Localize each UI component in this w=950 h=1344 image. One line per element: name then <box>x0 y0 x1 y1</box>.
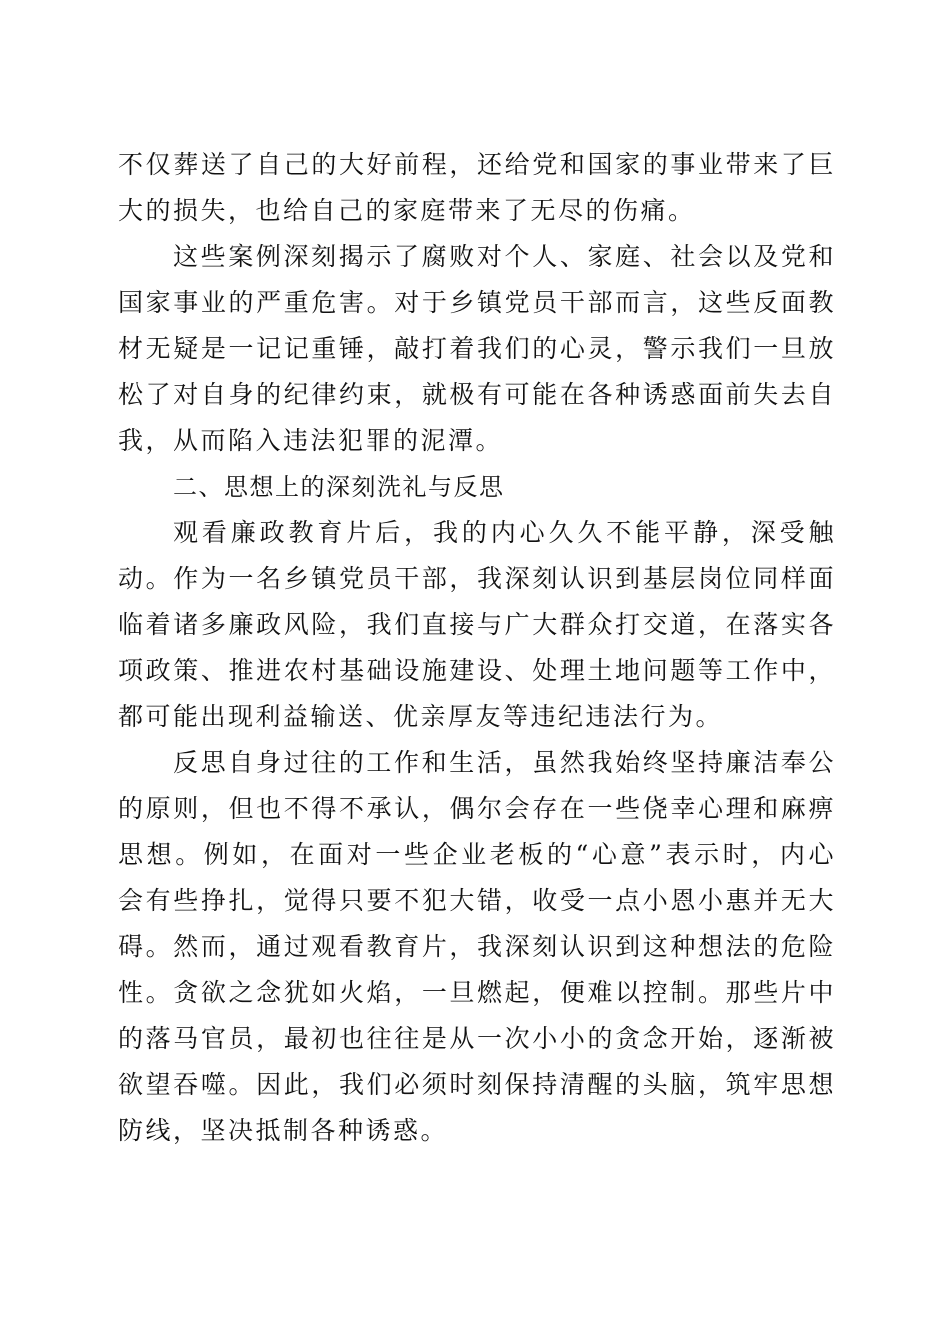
paragraph-self-reflection: 反思自身过往的工作和生活，虽然我始终坚持廉洁奉公的原则，但也不得不承认，偶尔会存在一些侥幸心理和麻痹思想。例如，在面对一些企业老板的“心意”表示时，内心会有些挣扎，觉得只要不犯大错，收受一点小恩小惠并无大碍。然而，通过观看教育片，我深刻认识到这种想法的危险性。贪欲之念犹如火焰，一旦燃起，便难以控制。那些片中的落马官员，最初也往往是从一次小小的贪念开始，逐渐被欲望吞噬。因此，我们必须时刻保持清醒的头脑，筑牢思想防线，坚决抵制各种诱惑。 <box>118 748 836 1145</box>
document-body <box>118 142 836 1154</box>
paragraph-reflection-after-film: 观看廉政教育片后，我的内心久久不能平静，深受触动。作为一名乡镇党员干部，我深刻认识到基层岗位同样面临着诸多廉政风险，我们直接与广大群众打交道，在落实各项政策、推进农村基础设施建设、处理土地问题等工作中，都可能出现利益输送、优亲厚友等违纪违法行为。 <box>118 518 836 731</box>
section-heading: 二、思想上的深刻洗礼与反思 <box>173 473 505 501</box>
paragraph-corruption-harm: 这些案例深刻揭示了腐败对个人、家庭、社会以及党和国家事业的严重危害。对于乡镇党员干部而言，这些反面教材无疑是一记记重锤，敲打着我们的心灵，警示我们一旦放松了对自身的纪律约束，就极有可能在各种诱惑面前失去自我，从而陷入违法犯罪的泥潭。 <box>118 242 836 455</box>
paragraph-continuation: 不仅葬送了自己的大好前程，还给党和国家的事业带来了巨大的损失，也给自己的家庭带来了无尽的伤痛。 <box>118 150 836 225</box>
